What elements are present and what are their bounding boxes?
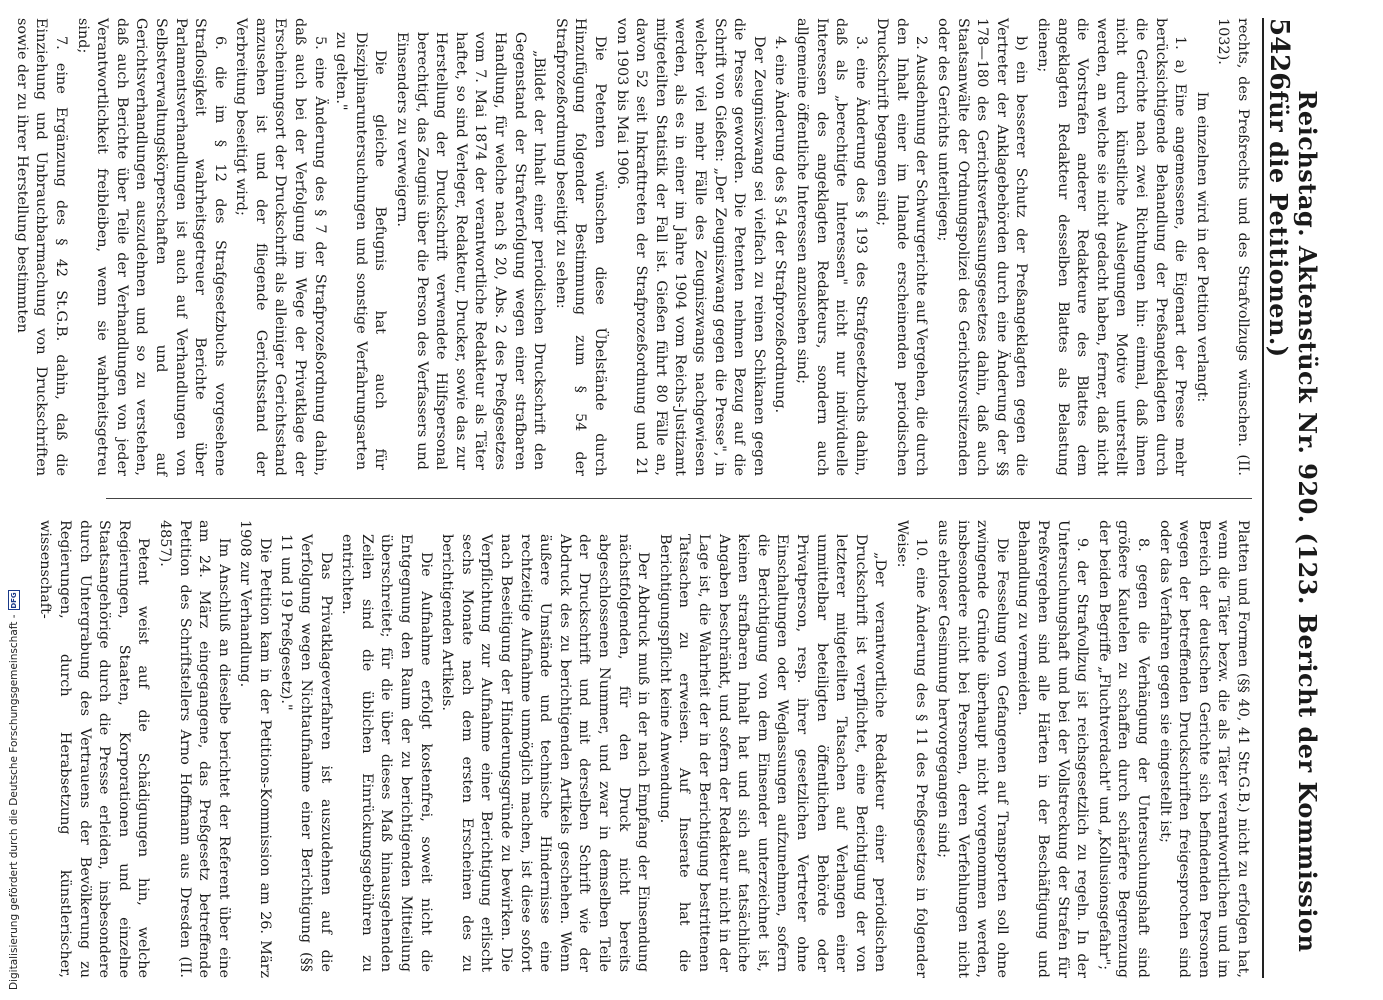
quoted-paragraph: Der Abdruck muß in der nach Empfang der Einsendung nächstfolgenden, für den Druck nicht bereits abgeschlossenen Nummer, und zwar in demselben Teile der Druckschrift und mit derselben Schrift wie der Abdruck des zu berichtigenden Artikels geschehen. Wenn äußere Umstände und technische Hindernisse eine rechtzeitige Aufnahme unmöglich machen, ist diese sofort nach Beseitigung der Hinderungsgründe zu bewirken. Die Verpflichtung zur Aufnahme einer Berichtigung erlischt sechs Monate nach dem ersten Erscheinen des zu berichtigenden Artikels.: [439, 534, 652, 972]
digitization-credit: [8, 590, 20, 990]
paragraph: b) ein besserer Schutz der Preßangeklagten gegen die Vertreter der Anklagebehörden durch eine Änderung der §§ 178—180 des Gerichtsverfassungsgesetzes dahin, daß auch Staatsanwälte der Ordnungspolizei des Gerichtsvorsitzenden oder des Gerichts unterliegen;: [935, 18, 1030, 476]
paragraph: Platten und Formen (§§ 40, 41 Str.G.B.) nicht zu erfolgen hat, wenn die Täter bezw. die als Täter verantwortlichen und im Bereich der deutschen Gerichte sich befindenden Personen wegen der betreffenden Druckschriften freigesprochen sind oder das Verfahren gegen sie eingestellt ist;: [1156, 520, 1251, 978]
paragraph: 10. eine Änderung des § 11 des Preßgesetzes in folgender Weise:: [893, 520, 930, 978]
paragraph: Im Anschluß an dieselbe berichtet der Referent über eine am 24. März eingegangene, das Preßgesetz betreffende Petition des Schriftstellers Arno Hoffmann aus Dresden (II. 4857).: [156, 520, 232, 978]
paragraph: 3. eine Änderung des § 193 des Strafgesetzbuchs dahin, daß als „berechtigte Interessen" nicht nur individuelle Interessen des angeklagten Redakteurs, sondern auch allgemeine öffentliche Interessen anzusehen sind;: [793, 18, 869, 476]
left-column: [13, 18, 1252, 476]
page-title: Reichstag. Aktenstück Nr. 920. (123. Bericht der Kommission für die Petitionen.): [1264, 90, 1322, 953]
quoted-paragraph: Die Aufnahme erfolgt kostenfrei, soweit nicht die Entgegnung den Raum der zu berichtigenden Mitteilung überschreitet; für die über dieses Maß hinausgehenden Zeilen sind die üblichen Einrückungsgebühren zu entrichten.: [339, 534, 434, 972]
paragraph: Der Zeugniszwang sei vielfach zu reinen Schikanen gegen die Presse geworden. Die Petenten nehmen Bezug auf die Schrift von Gießen: „Der Zeugniszwang gegen die Presse", in welcher viel mehr Fälle des Zeugniszwangs nachgewiesen werden, als es in einer im Jahre 1904 vom Reichs-Justizamt mitgeteilten Statistik der Fall ist. Gießen führt 80 Fälle an, davon 52 seit Inkrafttreten der Strafprozeßordnung und 21 von 1903 bis Mai 1906.: [613, 18, 767, 476]
quoted-paragraph: Das Privatklageverfahren ist auszudehnen auf die Verfolgung wegen Nichtaufnahme einer Berichtigung (§§ 11 und 19 Preßgesetz).": [278, 534, 334, 972]
paragraph: Die Fesselung von Gefangenen auf Transporten soll ohne zwingende Gründe überhaupt nicht vorgenommen werden, insbesondere nicht bei Personen, deren Verfehlungen nicht aus ehrloser Gesinnung hervorgegangen sind;: [935, 520, 1010, 978]
paragraph: 5. eine Änderung des § 7 der Strafprozeßordnung dahin, daß auch bei der Verfolgung im Wege der Privatklage der Erscheinungsort der Druckschrift als alleiniger Gerichtsstand anzusehen ist und der fliegende Gerichtsstand der Verbreitung beseitigt wird;: [233, 18, 328, 476]
paragraph: rechts, des Preßrechts und des Strafvollzugs wünschen. (II. 1032).: [1215, 18, 1251, 476]
credit-text: Digitalisierung gefördert durch die Deutsche Forschungsgemeinschaft -: [8, 614, 20, 990]
quoted-paragraph: „Der verantwortliche Redakteur einer periodischen Druckschrift ist verpflichtet, eine Berichtigung der von letzterer mitgeteilten Tatsachen auf Verlangen einer unmittelbar beteiligten öffentlichen Behörde oder Privatperson, resp. ihrer gesetzlichen Vertreter ohne Einschaltungen oder Weglassungen aufzunehmen, sofern die Berichtigung von dem Einsender unterzeichnet ist, keinen strafbaren Inhalt hat und sich auf tatsächliche Angaben beschränkt, und sofern der Redakteur nicht in der Lage ist, die Wahrheit der in der Berichtigung bestrittenen Tatsachen zu erweisen. Auf Inserate hat die Berichtigungspflicht keine Anwendung.: [656, 534, 889, 972]
quoted-paragraph: Die gleiche Befugnis hat auch für Disziplinaruntersuchungen und sonstige Verfahrungsarten zu gelten.": [333, 32, 389, 470]
paragraph: 4. eine Änderung des § 54 der Strafprozeßordnung.: [772, 36, 789, 414]
page-header: [1262, 18, 1322, 978]
column-divider: [106, 498, 1252, 499]
paragraph: Im einzelnen wird in der Petition verlangt:: [1193, 91, 1210, 403]
paragraph: 7. eine Ergänzung des § 42 St.G.B. dahin, daß die Einziehung und Unbrauchbarmachung von Druckschriften sowie der zu ihrer Herstellung bestimmten: [13, 18, 69, 476]
quoted-paragraph: „Bildet der Inhalt einer periodischen Druckschrift den Gegenstand der Strafverfolgung wegen einer strafbaren Handlung, für welche nach § 20, Abs. 2 des Preßgesetzes vom 7. Mai 1874 der verantwortliche Redakteur als Täter haftet, so sind Verleger, Redakteur, Drucker, sowie das zur Herstellung der Druckschrift verwendete Hilfspersonal berechtigt, das Zeugnis über die Person des Verfassers und Einsenders zu verweigern.: [394, 32, 548, 470]
paragraph: 6. die im § 12 des Strafgesetzbuchs vorgesehene Straflosigkeit wahrheitsgetreuer Berichte über Parlamentsverhandlungen ist auch auf Verhandlungen von Selbstverwaltungskörperschaften und auf Gerichtsverhandlungen auszudehnen und so zu verstehen, daß auch Berichte über Teile der Verhandlungen von jeder Verantwortlichkeit freibleiben, wenn sie wahrheitsgetreu sind;: [74, 18, 228, 476]
paragraph: 2. Ausdehnung der Schwurgerichte auf Vergehen, die durch den Inhalt einer im Inlande erscheinenden periodischen Druckschrift begangen sind;: [874, 18, 930, 476]
paragraph: 8. gegen die Verhängung der Untersuchungshaft sind größere Kautelen zu schaffen durch schärfere Begrenzung der beiden Begriffe „Fluchtverdacht" und „Kollusionsgefahr";: [1095, 520, 1152, 978]
page-number: 5426: [1264, 18, 1294, 91]
paragraph: 1. a) Eine angemessene, die Eigenart der Presse mehr berücksichtigende Behandlung der Preßangeklagten durch die Gerichte nach zwei Richtungen hin: einmal, daß ihnen nicht durch künstliche Auslegungen Motive unterstellt werden, an welche sie nicht gedacht haben, ferner, daß nicht die Vorstrafen anderer Redakteure des Blattes dem angeklagten Redakteur desselben Blattes als Belastung dienen;: [1035, 18, 1189, 476]
right-column: [37, 520, 1252, 978]
dfg-logo-icon: DFG: [10, 592, 18, 609]
paragraph: 9. der Strafvollzug ist reichsgesetzlich zu regeln. In der Untersuchungshaft und bei der Vollstreckung der Strafen für Preßvergehen sind alle Härten in der Beschäftigung und Behandlung zu vermeiden.: [1015, 520, 1091, 978]
paragraph: Petent weist auf die Schädigungen hin, welche Regierungen, Staaten, Korporationen und einzelne Staatsangehörige durch die Presse erleiden, insbesondere durch Untergrabung des Vertrauens der Bevölkerung zu Regierungen, durch Herabsetzung künstlerischer, wissenschaft-: [37, 520, 152, 978]
paragraph: Die Petenten wünschen diese Übelstände durch Hinzufügung folgender Bestimmung zum § 54 der Strafprozeßordnung beseitigt zu sehen:: [552, 18, 608, 476]
paragraph: Die Petition kam in der Petitions-Kommission am 26. März 1908 zur Verhandlung.: [237, 520, 273, 978]
